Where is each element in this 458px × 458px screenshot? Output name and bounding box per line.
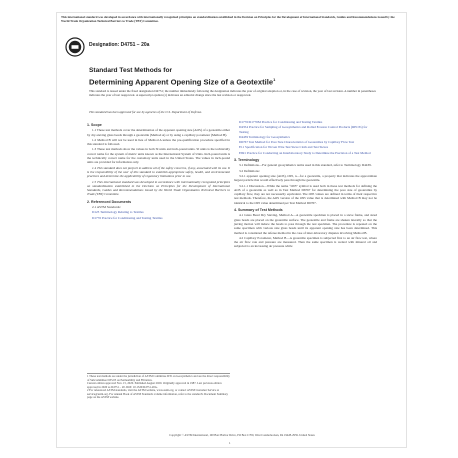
paragraph-4-2: 4.2 Capillary Porometer, Method B—A geotextile specimen is subjected first to an air flow test, where the air flow rate and pressure are measured. Then the same specimen is wetted with mineral oil and subjected to an increasing air pressure while: [234, 235, 377, 249]
paragraph-3-2-1: 3.2.1 apparent opening size (AOS), O95, n—for a geotextile, a property that indicates the approximate largest particle that would effectively pass through the geotextile.: [234, 173, 377, 183]
reference-link[interactable]: E691 Practice for Conducting an Interlaboratory Study to Determine the Precision of a Test Method: [239, 150, 371, 155]
page-number: 1: [229, 441, 231, 445]
section-heading-terminology: 3. Terminology: [234, 158, 260, 163]
reference-link[interactable]: D123 Terminology Relating to Textiles: [92, 210, 144, 215]
reference-link[interactable]: D1776 Practice for Conditioning and Testing Textiles: [92, 215, 163, 220]
section-heading-referenced-documents: 2. Referenced Documents: [87, 199, 132, 204]
reference-link[interactable]: D4354 Practice for Sampling of Geosynthetics and Rolled Erosion Control Products (RECPs) for Testing: [239, 125, 368, 134]
paragraph-3-2-1-1: 3.2.1.1 Discussion—While the name “O95” symbol is used both in these test methods for defining the AOS of a geotextile as well as in Test Method D6767 for determining the pore size of geotextiles by capillary flow, they are not necessarily equivalent. The O95 values are defined in terms of their respective test methods. Therefore, the AOS version of the O95 value that is determined with Method B may not be identical to the O95 value determined per Test Method D6767.: [234, 183, 377, 205]
footnote-edition: Current edition approved Nov. 15, 2020. Published August 2020. Originally approved in 1987. Last previous edition approved in 2020 as D4751 – 20. DOI: 10.1520/D4751-20A.: [87, 381, 222, 389]
section-heading-summary: 4. Summary of Test Methods: [234, 208, 283, 213]
paragraph-1-3: 1.3 These test methods show the values in both SI units and inch-pound units. SI units is the technically correct name for the system of metric units known as the International System of Units. Inch-pound units is the technically correct name for the customary units used in the United States. The values in inch-pound units are provided for information only.: [87, 147, 230, 165]
paragraph-1-5: 1.5 This international standard was developed in accordance with internationally recognized principles on standardization established in the Decision on Principles for the Development of International Standards, Guides and Recommendations issued by the World Trade Organization Technical Barriers to Trade (TBT) Committee.: [87, 179, 230, 197]
paragraph-1-2: 1.2 Method B will not be used in lieu of Method A unless the pre-qualification procedure specified in this standard is followed.: [87, 137, 230, 147]
standard-title: [89, 67, 399, 87]
dod-approval-note: This standard has been approved for use by agencies of the U.S. Department of Defense.: [89, 110, 202, 114]
astm-logo-icon: [65, 37, 85, 57]
reference-link[interactable]: D6767 Test Method for Pore Size Characteristics of Geotextiles by Capillary Flow Test: [239, 140, 355, 145]
paragraph-4-1: 4.1 Glass Bead Dry Sieving, Method A—A geotextile specimen is placed in a sieve frame, and sized glass beads are placed on the geotextile surface. The geotextile and frame are shaken laterally so that the jarring motion will induce the beads to pass through the test specimen. The procedure is repeated on the same specimen with various size glass beads until its apparent opening size has been determined. This method is considered the referee method in the case of inter-laboratory disputes involving Method B.: [234, 213, 377, 235]
issuance-note: This standard is issued under the fixed designation D4751; the number immediately following the designation indicates the year of original adoption or, in the case of revision, the year of last revision. A number in parentheses indicates the year of last reapproval. A superscript epsilon (ε) indicates an editorial change since the last revision or reapproval.: [89, 89, 376, 97]
designation: Designation: D4751 − 20a: [89, 42, 150, 48]
title-footnote-marker: 1: [273, 77, 276, 82]
footnote-1: 1 These test methods are under the jurisdiction of ASTM Committee D35 on Geosynthetics and are the direct responsibility of Subcommittee D35.03 on Permeability and Filtration.: [87, 374, 230, 382]
copyright-line: Copyright © ASTM International, 100 Barr Harbor Drive, PO Box C700, West Conshohocken, PA 19428-2959. United States: [169, 433, 315, 437]
paragraph-1-1: 1.1 These test methods cover the determination of the apparent opening size (AOS) of a geotextile either by dry-sieving glass beads through a geotextile (Method A) or by using a capillary porometer (Method B).: [87, 128, 230, 137]
right-column: [234, 120, 377, 250]
footnote-2: 2 For referenced ASTM standards, visit the ASTM website, www.astm.org, or contact ASTM Customer Service at service@astm.org. For Annual Book of ASTM Standards volume information, refer to the standard's Document Summary page on the ASTM website.: [87, 388, 228, 399]
footnotes: [87, 373, 230, 400]
document-page: [56, 12, 407, 448]
title-line-2: Determining Apparent Opening Size of a Geotextile$^1$: [89, 77, 276, 87]
left-column: [87, 120, 230, 221]
paragraph-2-1: 2.1 ASTM Standards:: [92, 205, 121, 210]
wto-notice: This international standard was developed in accordance with internationally recognized principles on standardization established in the Decision on Principles for the Development of International Standards, Guides and Recommendations issued by the World Trade Organization Technical Barriers to Trade (TBT) Committee.: [61, 15, 395, 23]
reference-link[interactable]: D1776/D1776M Practice for Conditioning and Testing Textiles: [239, 120, 323, 124]
paragraph-3-2: 3.2 Definitions:: [239, 168, 260, 173]
section-heading-scope: 1. Scope: [87, 123, 102, 127]
paragraph-3-1: 3.1 Definitions—For general geosynthetics terms used in this standard, refer to Terminology D4439.: [239, 163, 372, 168]
title-line-1: Standard Test Methods for: [89, 67, 173, 74]
reference-link[interactable]: D4439 Terminology for Geosynthetics: [239, 134, 290, 139]
reference-link[interactable]: E11 Specification for Woven Wire Test Sieve Cloth and Test Sieves: [239, 145, 329, 150]
paragraph-1-4: 1.4 This standard does not purport to address all of the safety concerns, if any, associated with its use. It is the responsibility of the user of this standard to establish appropriate safety, health, and environmental practices and determine the applicability of regulatory limitations prior to use.: [87, 165, 230, 179]
